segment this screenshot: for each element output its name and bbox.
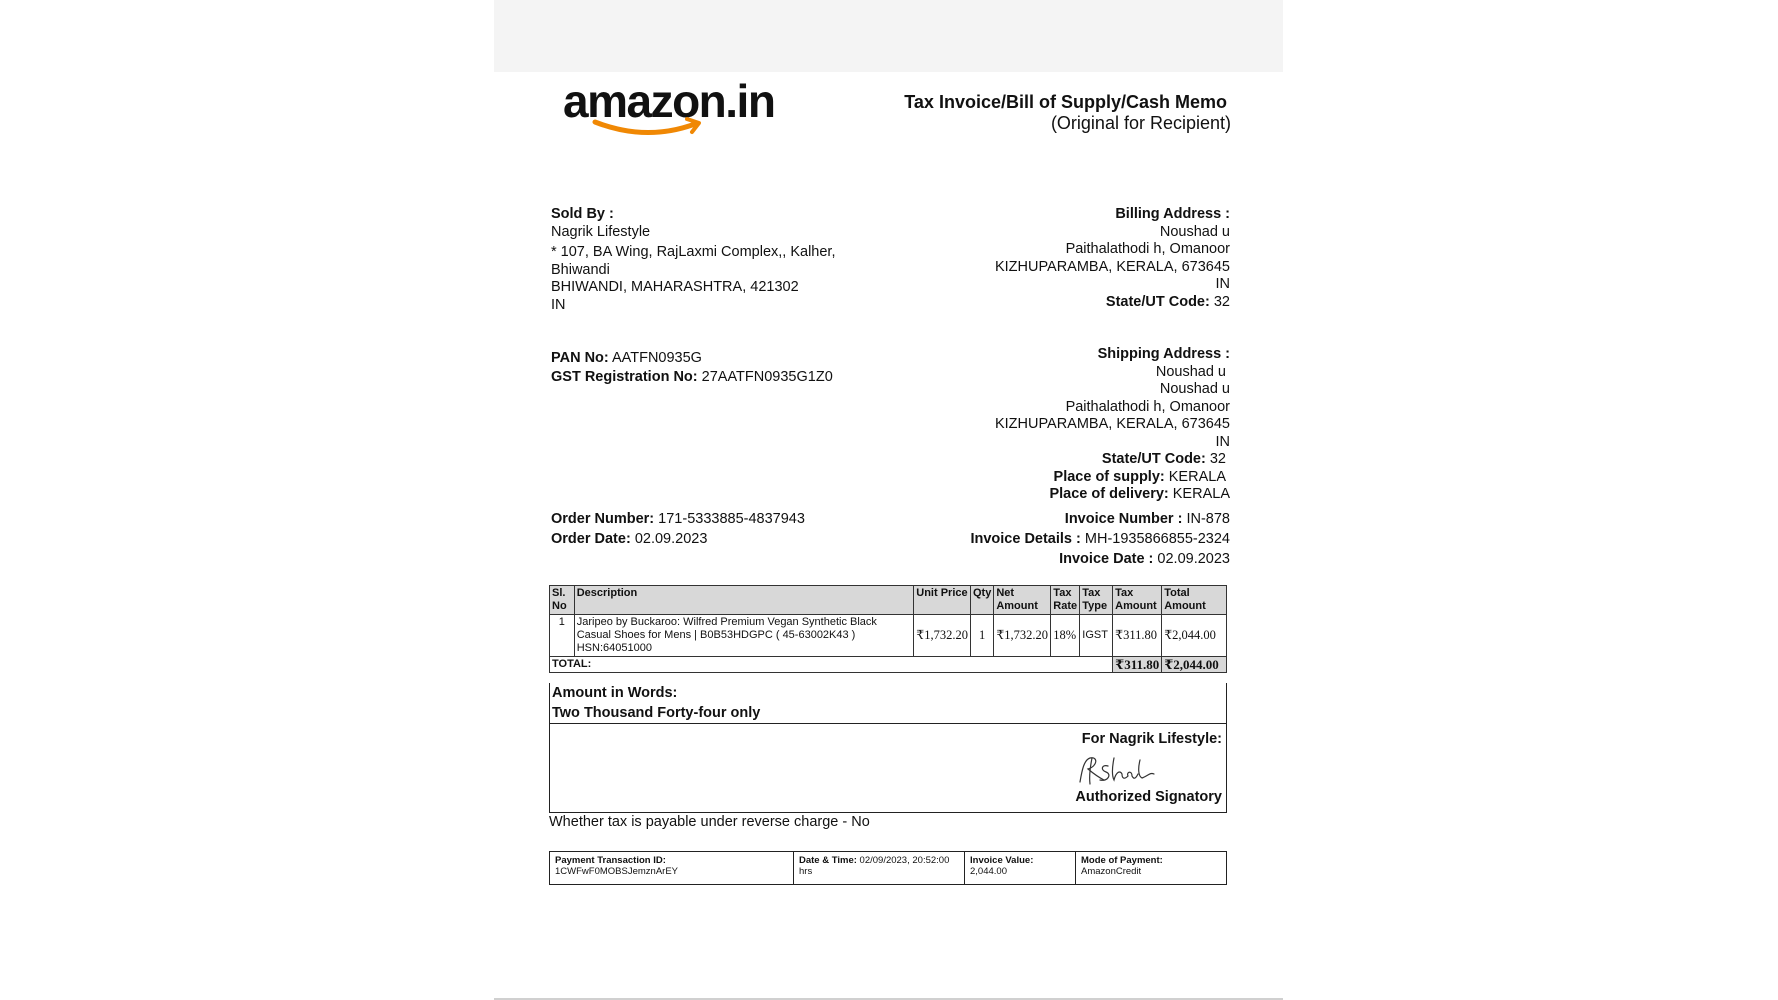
col-description: Description bbox=[574, 586, 914, 615]
reverse-charge-note: Whether tax is payable under reverse charge - No bbox=[549, 814, 870, 830]
col-tax-type: Tax Type bbox=[1080, 586, 1113, 615]
billing-label: Billing Address : bbox=[1115, 206, 1230, 222]
cell-total-amount: ₹2,044.00 bbox=[1162, 615, 1227, 657]
col-sl-no: Sl. No bbox=[550, 586, 575, 615]
seller-name: Nagrik Lifestyle bbox=[551, 223, 651, 240]
payment-datetime-label: Date & Time: bbox=[799, 855, 857, 866]
payment-table bbox=[549, 851, 1227, 885]
tax-ids-block bbox=[551, 349, 833, 387]
billing-line1: Paithalathodi h, Omanoor bbox=[1065, 241, 1230, 257]
amount-in-words-value: Two Thousand Forty-four only bbox=[552, 705, 761, 721]
invoice-details-value: MH-1935866855-2324 bbox=[1084, 531, 1230, 547]
invoice-date-label: Invoice Date : bbox=[1059, 551, 1154, 567]
col-tax-amount: Tax Amount bbox=[1113, 586, 1162, 615]
signature-image bbox=[1074, 754, 1156, 788]
payment-txn-label: Payment Transaction ID: bbox=[555, 855, 666, 866]
col-net-amount: Net Amount bbox=[994, 586, 1051, 615]
total-amount: ₹2,044.00 bbox=[1162, 657, 1227, 673]
seller-address-line3: BHIWANDI, MAHARASHTRA, 421302 bbox=[551, 279, 799, 295]
pan-label: PAN No: bbox=[551, 350, 609, 366]
amazon-logo bbox=[563, 70, 803, 152]
invoice-title: Tax Invoice/Bill of Supply/Cash Memo bbox=[904, 92, 1227, 112]
order-date-value: 02.09.2023 bbox=[634, 531, 708, 547]
shipping-line3: IN bbox=[1215, 433, 1230, 450]
payment-datetime-suffix: hrs bbox=[799, 866, 813, 877]
total-row bbox=[550, 657, 1227, 673]
amount-in-words-label: Amount in Words: bbox=[552, 685, 678, 701]
invoice-date-value: 02.09.2023 bbox=[1157, 551, 1230, 567]
top-band bbox=[494, 0, 1283, 72]
desc-line1: Jaripeo by Buckaroo: Wilfred Premium Vegan Synthetic Black bbox=[576, 616, 877, 628]
signatory-for-label: For Nagrik Lifestyle: bbox=[1081, 731, 1222, 747]
billing-line2: KIZHUPARAMBA, KERALA, 673645 bbox=[994, 258, 1230, 275]
shipping-state-label: State/UT Code: bbox=[1101, 451, 1206, 467]
cell-sl: 1 bbox=[550, 615, 575, 657]
payment-value-cell bbox=[965, 852, 1076, 885]
billing-state-value: 32 bbox=[1213, 293, 1230, 310]
order-info-block bbox=[551, 509, 805, 549]
amount-in-words-box bbox=[549, 683, 1227, 724]
cell-tax-type: IGST bbox=[1080, 615, 1113, 657]
billing-line3: IN bbox=[1215, 276, 1230, 292]
seller-address-line4: IN bbox=[551, 296, 566, 313]
payment-mode-cell bbox=[1076, 852, 1227, 885]
payment-value-value: 2,044.00 bbox=[970, 866, 1007, 877]
items-header-row bbox=[550, 586, 1227, 615]
sold-by-block bbox=[551, 206, 836, 314]
billing-state-label: State/UT Code: bbox=[1105, 293, 1210, 310]
col-total-amount: Total Amount bbox=[1162, 586, 1227, 615]
cell-net-amount: ₹1,732.20 bbox=[994, 615, 1051, 657]
seller-address-line2: Bhiwandi bbox=[551, 261, 610, 278]
cell-qty: 1 bbox=[970, 615, 993, 657]
col-tax-rate: Tax Rate bbox=[1051, 586, 1080, 615]
invoice-number-value: IN-878 bbox=[1186, 511, 1230, 527]
shipping-line1: Paithalathodi h, Omanoor bbox=[1065, 398, 1230, 415]
total-tax-amount: ₹311.80 bbox=[1113, 657, 1162, 673]
table-row bbox=[550, 615, 1227, 657]
payment-mode-label: Mode of Payment: bbox=[1081, 855, 1163, 866]
shipping-label: Shipping Address : bbox=[1097, 346, 1230, 362]
total-label: TOTAL: bbox=[550, 657, 1113, 673]
amazon-smile-icon bbox=[591, 116, 711, 138]
shipping-state-value: 32 bbox=[1209, 451, 1226, 467]
place-of-delivery-value: KERALA bbox=[1172, 486, 1230, 502]
place-of-supply-label: Place of supply: bbox=[1053, 468, 1165, 485]
order-number-value: 171-5333885-4837943 bbox=[658, 511, 805, 527]
payment-mode-value: AmazonCredit bbox=[1081, 866, 1142, 877]
gst-value: 27AATFN0935G1Z0 bbox=[701, 369, 833, 385]
cell-unit-price: ₹1,732.20 bbox=[914, 615, 971, 657]
payment-datetime-cell bbox=[794, 852, 965, 885]
shipping-line2: KIZHUPARAMBA, KERALA, 673645 bbox=[994, 416, 1230, 432]
authorized-signatory-label: Authorized Signatory bbox=[1075, 789, 1222, 805]
cell-description bbox=[574, 615, 914, 657]
payment-row bbox=[550, 852, 1227, 885]
shipping-name1: Noushad u bbox=[1155, 363, 1226, 380]
order-number-label: Order Number: bbox=[551, 511, 655, 527]
payment-datetime-value: 02/09/2023, 20:52:00 bbox=[859, 855, 950, 866]
payment-txn-cell bbox=[550, 852, 794, 885]
invoice-subtitle: (Original for Recipient) bbox=[1050, 113, 1231, 133]
col-qty: Qty bbox=[970, 586, 993, 615]
desc-line3: HSN:64051000 bbox=[576, 642, 652, 654]
sold-by-label: Sold By : bbox=[551, 206, 614, 222]
invoice-details-label: Invoice Details : bbox=[970, 531, 1081, 547]
invoice-info-block bbox=[970, 509, 1230, 569]
items-table bbox=[549, 585, 1227, 673]
payment-value-label: Invoice Value: bbox=[970, 855, 1034, 866]
shipping-name2: Noushad u bbox=[1159, 381, 1230, 397]
order-date-label: Order Date: bbox=[551, 531, 631, 547]
signatory-box bbox=[549, 723, 1227, 813]
place-of-supply-value: KERALA bbox=[1168, 468, 1226, 485]
pan-value: AATFN0935G bbox=[611, 350, 702, 366]
billing-name: Noushad u bbox=[1159, 223, 1230, 240]
desc-line2: Casual Shoes for Mens | B0B53HDGPC ( 45-63002K43 ) bbox=[576, 629, 856, 641]
cell-tax-amount: ₹311.80 bbox=[1113, 615, 1162, 657]
billing-address-block bbox=[995, 206, 1230, 311]
gst-label: GST Registration No: bbox=[551, 369, 698, 385]
place-of-delivery-label: Place of delivery: bbox=[1049, 486, 1169, 502]
shipping-address-block bbox=[995, 346, 1230, 504]
logo-text: amazon.in bbox=[563, 75, 775, 127]
seller-address-line1: * 107, BA Wing, RajLaxmi Complex,, Kalher, bbox=[551, 244, 836, 260]
payment-txn-value: 1CWFwF0MOBSJemznArEY bbox=[555, 866, 678, 877]
cell-tax-rate: 18% bbox=[1051, 615, 1080, 657]
invoice-number-label: Invoice Number : bbox=[1064, 511, 1183, 527]
col-unit-price: Unit Price bbox=[914, 586, 971, 615]
